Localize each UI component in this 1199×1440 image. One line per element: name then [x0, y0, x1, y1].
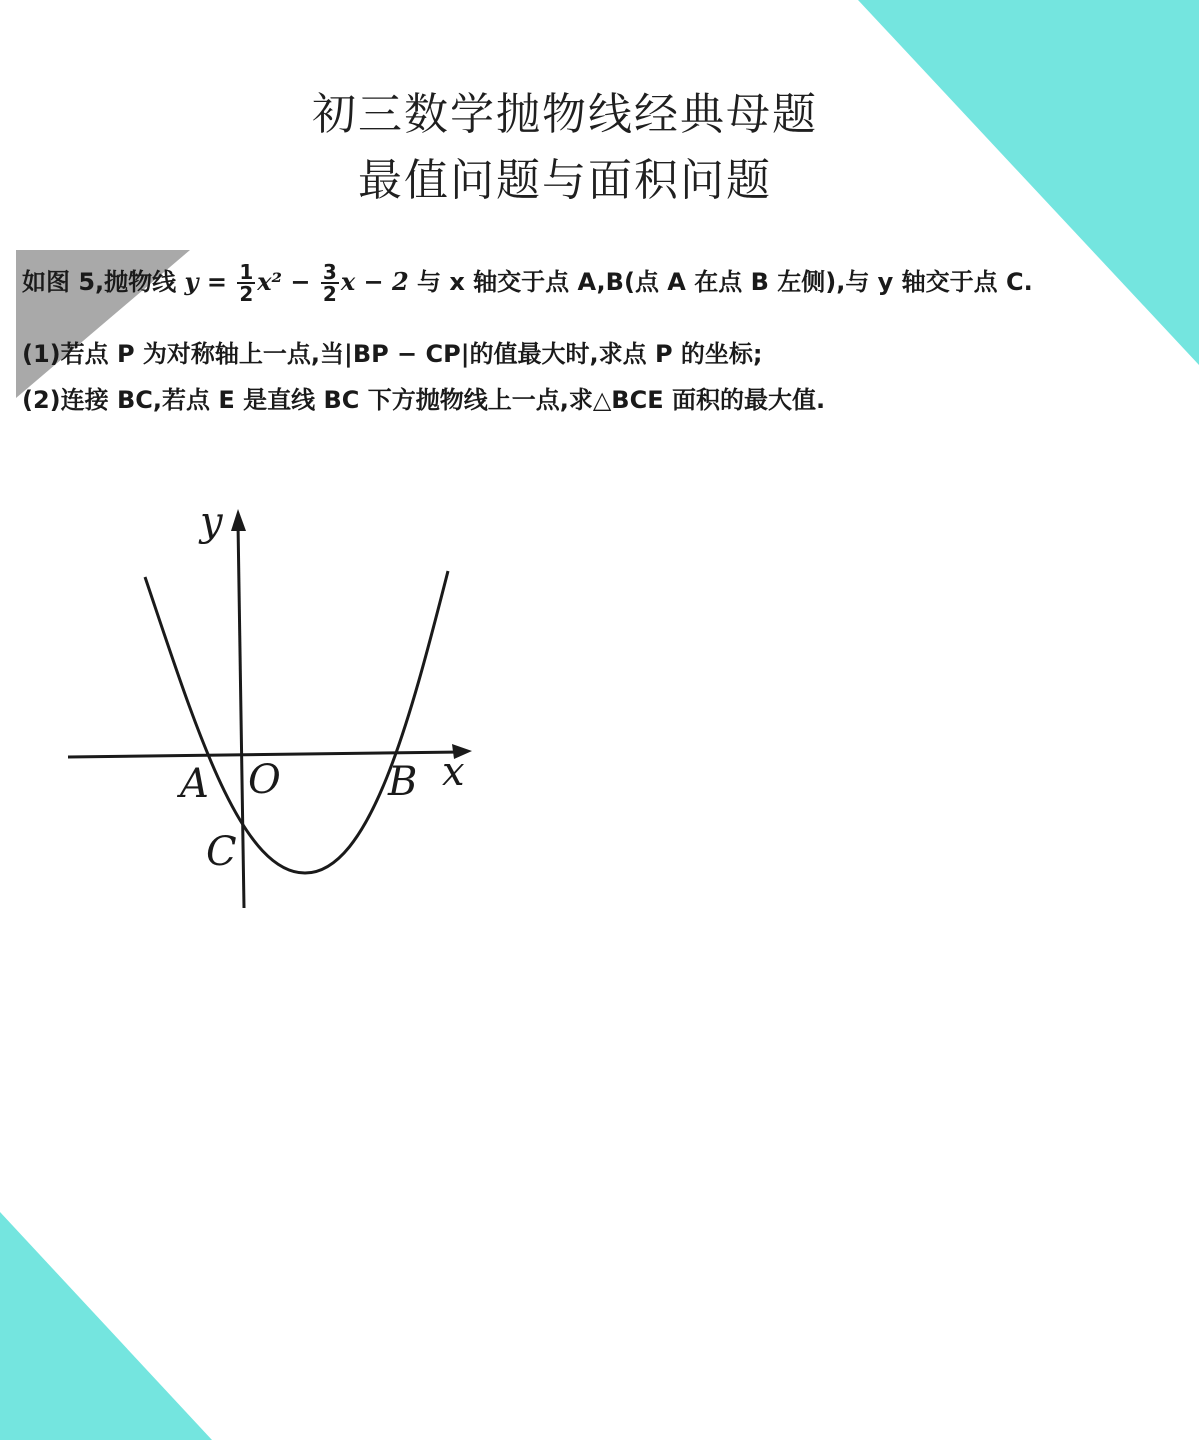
y-axis — [238, 523, 244, 908]
point-c-label: C — [206, 829, 237, 875]
intro-prefix: 如图 5,抛物线 — [22, 268, 185, 296]
equation-term-linear: x − 2 — [340, 267, 409, 296]
equation-minus: − — [282, 268, 319, 296]
problem-intro — [22, 262, 1033, 304]
question-2: (2)连接 BC,若点 E 是直线 BC 下方抛物线上一点,求△BCE 面积的最大值. — [22, 386, 826, 414]
y-axis-label: y — [200, 499, 223, 545]
x-axis-label: x — [442, 749, 465, 795]
fraction-numerator: 1 — [239, 260, 254, 284]
question-1: (1)若点 P 为对称轴上一点,当|BP − CP|的值最大时,求点 P 的坐标; — [22, 340, 763, 368]
y-axis-arrow-icon — [231, 509, 246, 531]
fraction-numerator: 3 — [322, 260, 337, 284]
parabola-curve — [145, 571, 448, 873]
fraction-one-half — [237, 262, 255, 304]
equation-lhs: y = — [184, 267, 227, 296]
page-title-line-1: 初三数学抛物线经典母题 — [312, 89, 818, 140]
parabola-figure — [60, 495, 490, 915]
point-a-label: A — [180, 761, 209, 807]
fraction-denominator: 2 — [239, 282, 254, 306]
point-o-label: O — [248, 757, 281, 803]
intro-suffix: 与 x 轴交于点 A,B(点 A 在点 B 左侧),与 y 轴交于点 C. — [408, 268, 1033, 296]
fraction-three-halves — [321, 262, 339, 304]
equation-term-x-squared: x² — [257, 267, 283, 296]
fraction-denominator: 2 — [322, 282, 337, 306]
page-title-line-2: 最值问题与面积问题 — [358, 155, 772, 206]
bottom-left-accent-triangle — [0, 1212, 212, 1440]
point-b-label: B — [388, 759, 418, 805]
